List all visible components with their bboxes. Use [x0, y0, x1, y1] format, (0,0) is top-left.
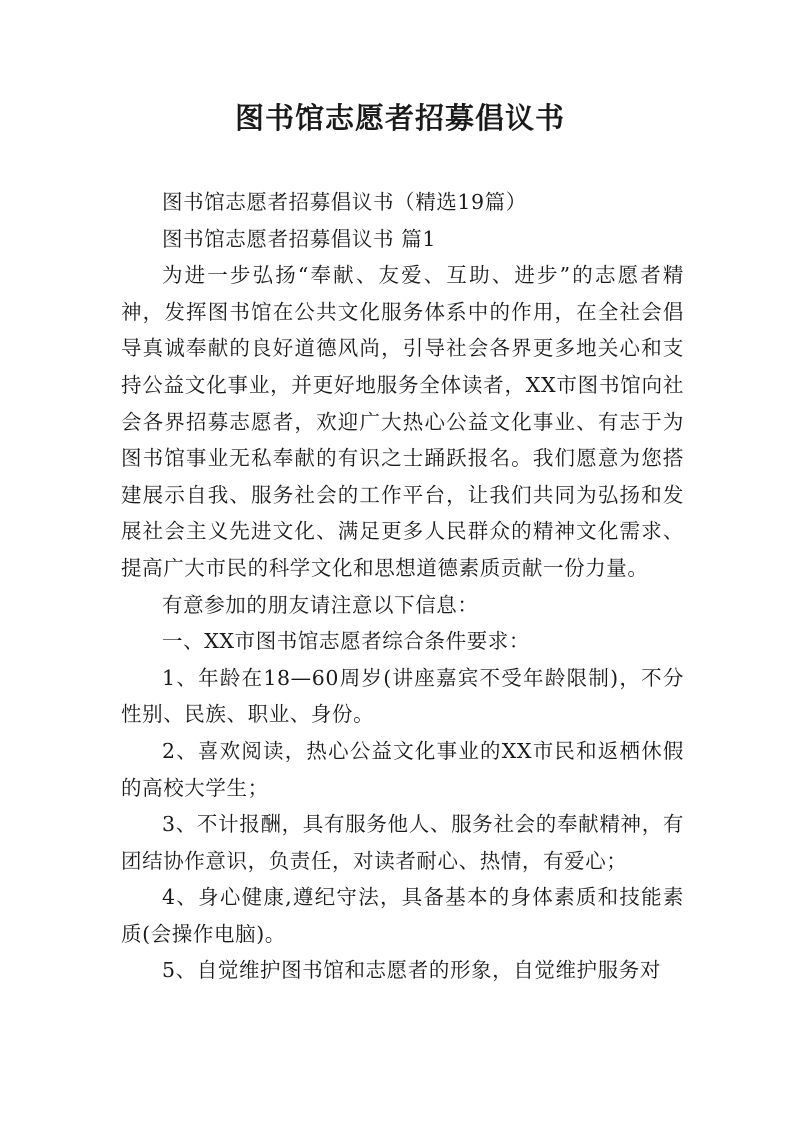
paragraph-requirement-1: 1、年龄在18—60周岁(讲座嘉宾不受年龄限制)，不分性别、民族、职业、身份。: [121, 665, 684, 727]
paragraph-requirement-2: 2、喜欢阅读，热心公益文化事业的XX市民和返栖休假的高校大学生；: [121, 738, 684, 800]
paragraph-notice: 有意参加的朋友请注意以下信息：: [162, 592, 479, 617]
paragraph-subtitle: 图书馆志愿者招募倡议书（精选19篇）: [162, 190, 527, 214]
paragraph-requirement-3: 3、不计报酬，具有服务他人、服务社会的奉献精神，有团结协作意识，负责任，对读者耐心、热情，有爱心；: [121, 812, 684, 873]
document-body: [121, 184, 684, 989]
document-title: 图书馆志愿者招募倡议书: [234, 101, 565, 135]
paragraph-intro: 为进一步弘扬“奉献、友爱、互助、进步”的志愿者精神，发挥图书馆在公共文化服务体系中的作用，在全社会倡导真诚奉献的良好道德风尚，引导社会各界更多地关心和支持公益文化事业，并更好地服务全体读者，XX市图书馆向社会各界招募志愿者，欢迎广大热心公益文化事业、有志于为图书馆事业无私奉献的有识之士踊跃报名。我们愿意为您搭建展示自我、服务社会的工作平台，让我们共同为弘扬和发展社会主义先进文化、满足更多人民群众的精神文化需求、提高广大市民的科学文化和思想道德素质贡献一份力量。: [121, 263, 684, 580]
paragraph-section-heading: 图书馆志愿者招募倡议书 篇1: [162, 226, 436, 251]
paragraph-requirement-5: 5、自觉维护图书馆和志愿者的形象，自觉维护服务对: [162, 958, 661, 983]
paragraph-requirements-heading: 一、XX市图书馆志愿者综合条件要求：: [162, 629, 530, 654]
paragraph-requirement-4: 4、身心健康,遵纪守法，具备基本的身体素质和技能素质(会操作电脑)。: [121, 885, 684, 946]
